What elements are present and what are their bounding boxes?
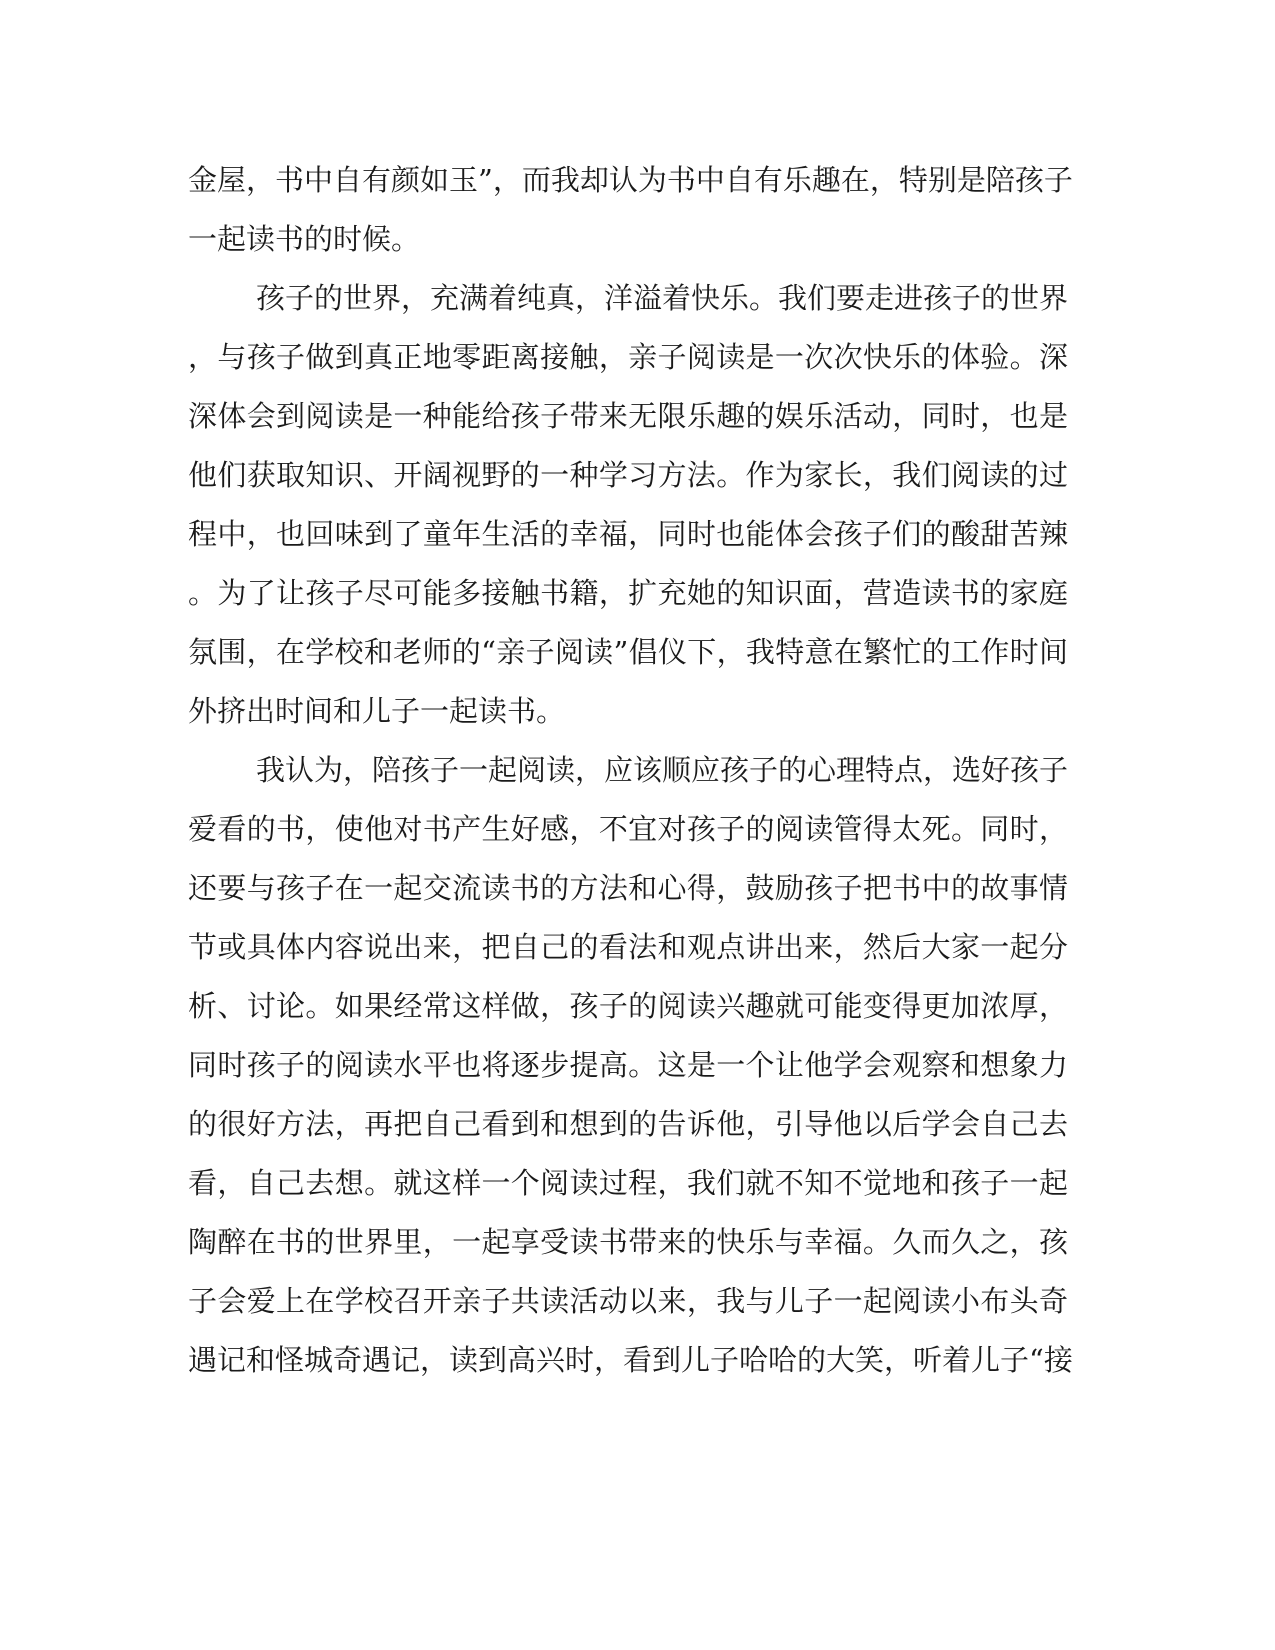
paragraph-start-line: 孩子的世界，充满着纯真，洋溢着快乐。我们要走进孩子的世界: [256, 281, 1069, 315]
text-line: 爱看的书，使他对书产生好感，不宜对孩子的阅读管得太死。同时，: [188, 812, 1068, 846]
text-line: ，与孩子做到真正地零距离接触，亲子阅读是一次次快乐的体验。深: [188, 340, 1068, 374]
text-line: 程中，也回味到了童年生活的幸福，同时也能体会孩子们的酸甜苦辣: [188, 517, 1068, 551]
text-line: 。为了让孩子尽可能多接触书籍，扩充她的知识面，营造读书的家庭: [188, 576, 1068, 610]
text-line: 外挤出时间和儿子一起读书。: [188, 694, 566, 728]
text-line: 他们获取知识、开阔视野的一种学习方法。作为家长，我们阅读的过: [188, 458, 1068, 492]
paragraph-start-line: 我认为，陪孩子一起阅读，应该顺应孩子的心理特点，选好孩子: [256, 753, 1069, 787]
text-line: 节或具体内容说出来，把自己的看法和观点讲出来，然后大家一起分: [188, 930, 1068, 964]
text-line: 子会爱上在学校召开亲子共读活动以来，我与儿子一起阅读小布头奇: [188, 1284, 1068, 1318]
text-line: 氛围，在学校和老师的“亲子阅读”倡仪下，我特意在繁忙的工作时间: [188, 635, 1068, 669]
text-line: 陶醉在书的世界里，一起享受读书带来的快乐与幸福。久而久之，孩: [188, 1225, 1068, 1259]
text-line: 遇记和怪城奇遇记，读到高兴时，看到儿子哈哈的大笑，听着儿子“接: [188, 1343, 1073, 1377]
text-line: 看，自己去想。就这样一个阅读过程，我们就不知不觉地和孩子一起: [188, 1166, 1068, 1200]
text-line: 深体会到阅读是一种能给孩子带来无限乐趣的娱乐活动，同时，也是: [188, 399, 1068, 433]
text-line: 还要与孩子在一起交流读书的方法和心得，鼓励孩子把书中的故事情: [188, 871, 1068, 905]
text-line: 析、讨论。如果经常这样做，孩子的阅读兴趣就可能变得更加浓厚，: [188, 989, 1068, 1023]
text-line: 金屋，书中自有颜如玉”，而我却认为书中自有乐趣在，特别是陪孩子: [188, 163, 1073, 197]
text-line: 的很好方法，再把自己看到和想到的告诉他，引导他以后学会自己去: [188, 1107, 1068, 1141]
text-line: 同时孩子的阅读水平也将逐步提高。这是一个让他学会观察和想象力: [188, 1048, 1068, 1082]
text-line: 一起读书的时候。: [188, 222, 421, 256]
